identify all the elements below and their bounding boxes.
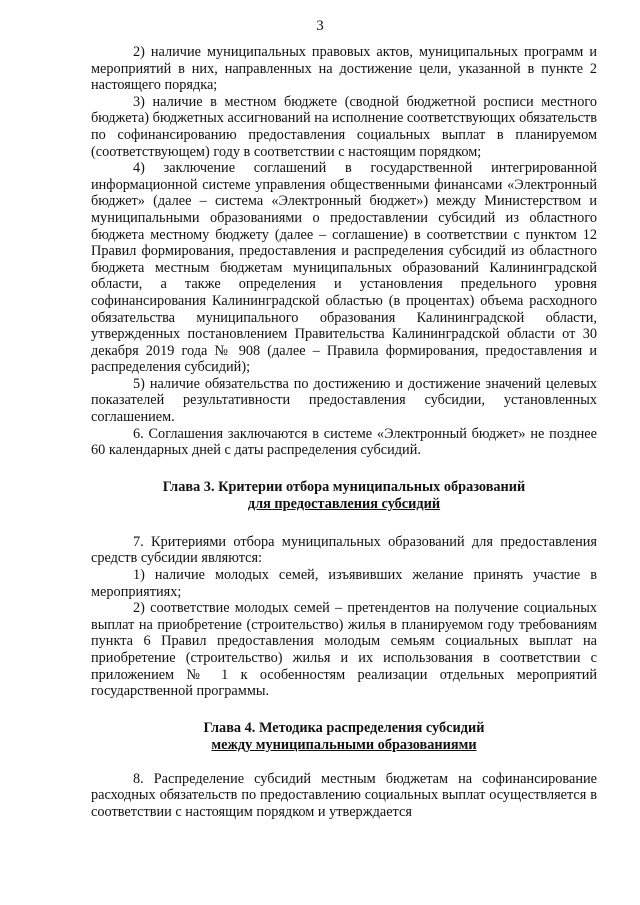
document-body <box>91 44 597 821</box>
chapter-3-heading <box>91 479 597 513</box>
paragraph-item-5: 5) наличие обязательства по достижению и достижение значений целевых показателей результативности предоставления субсидии, установленных соглашением. <box>91 375 597 426</box>
chapter-4-title-line1: Глава 4. Методика распределения субсидий <box>203 719 485 736</box>
paragraph-criterion-1: 1) наличие молодых семей, изъявивших желание принять участие в мероприятиях; <box>91 567 597 600</box>
chapter-4-title-line2: между муниципальными образованиями <box>211 736 477 753</box>
paragraph-clause-7: 7. Критериями отбора муниципальных образований для предоставления средств субсидии являются: <box>91 533 597 567</box>
paragraph-clause-8: 8. Распределение субсидий местным бюджетам на софинансирование расходных обязательств по предоставлению социальных выплат осуществляется в соответствии с настоящим порядком и утверждается <box>91 770 597 820</box>
paragraph-item-3: 3) наличие в местном бюджете (сводной бюджетной росписи местного бюджета) бюджетных ассигнований на исполнение соответствующих обязательств по софинансированию предоставления социальных выплат в планируемом (соответствующем) году в соответствии с настоящим порядком; <box>91 93 597 160</box>
page-number: 3 <box>316 18 324 34</box>
chapter-3-title-line2: для предоставления субсидий <box>247 495 441 512</box>
paragraph-clause-6: 6. Соглашения заключаются в системе «Электронный бюджет» не позднее 60 календарных дней с даты распределения субсидий. <box>91 425 597 459</box>
chapter-4-heading <box>91 720 597 754</box>
paragraph-criterion-2: 2) соответствие молодых семей – претендентов на получение социальных выплат на приобретение (строительство) жилья в планируемом году требованиям пункта 6 Правил предоставления молодым семьям социальных выплат на приобретение (строительство) жилья и их использования в соответствии с приложением № 1 к особенностям реализации отдельных мероприятий государственной программы. <box>91 600 597 700</box>
chapter-3-title-line1: Глава 3. Критерии отбора муниципальных образований <box>162 478 526 495</box>
paragraph-item-4: 4) заключение соглашений в государственной интегрированной информационной системе управления общественными финансами «Электронный бюджет» (далее – система «Электронный бюджет») между Министерством и муниципальными образованиями о предоставлении субсидий из областного бюджета местному бюджету (далее – соглашение) в соответствии с пунктом 12 Правил формирования, предоставления и распределения субсидий из областного бюджета местным бюджетам муниципальных образований Калининградской области, а также определения и установления предельного уровня софинансирования Калининградской областью (в процентах) объема расходного обязательства муниципального образования Калининградской области, утвержденных постановлением Правительства Калининградской области от 30 декабря 2019 года № 908 (далее – Правила формирования, предоставления и распределения субсидий); <box>91 160 597 376</box>
paragraph-item-2: 2) наличие муниципальных правовых актов, муниципальных программ и мероприятий в них, направленных на достижение цели, указанной в пункте 2 настоящего порядка; <box>91 44 597 94</box>
